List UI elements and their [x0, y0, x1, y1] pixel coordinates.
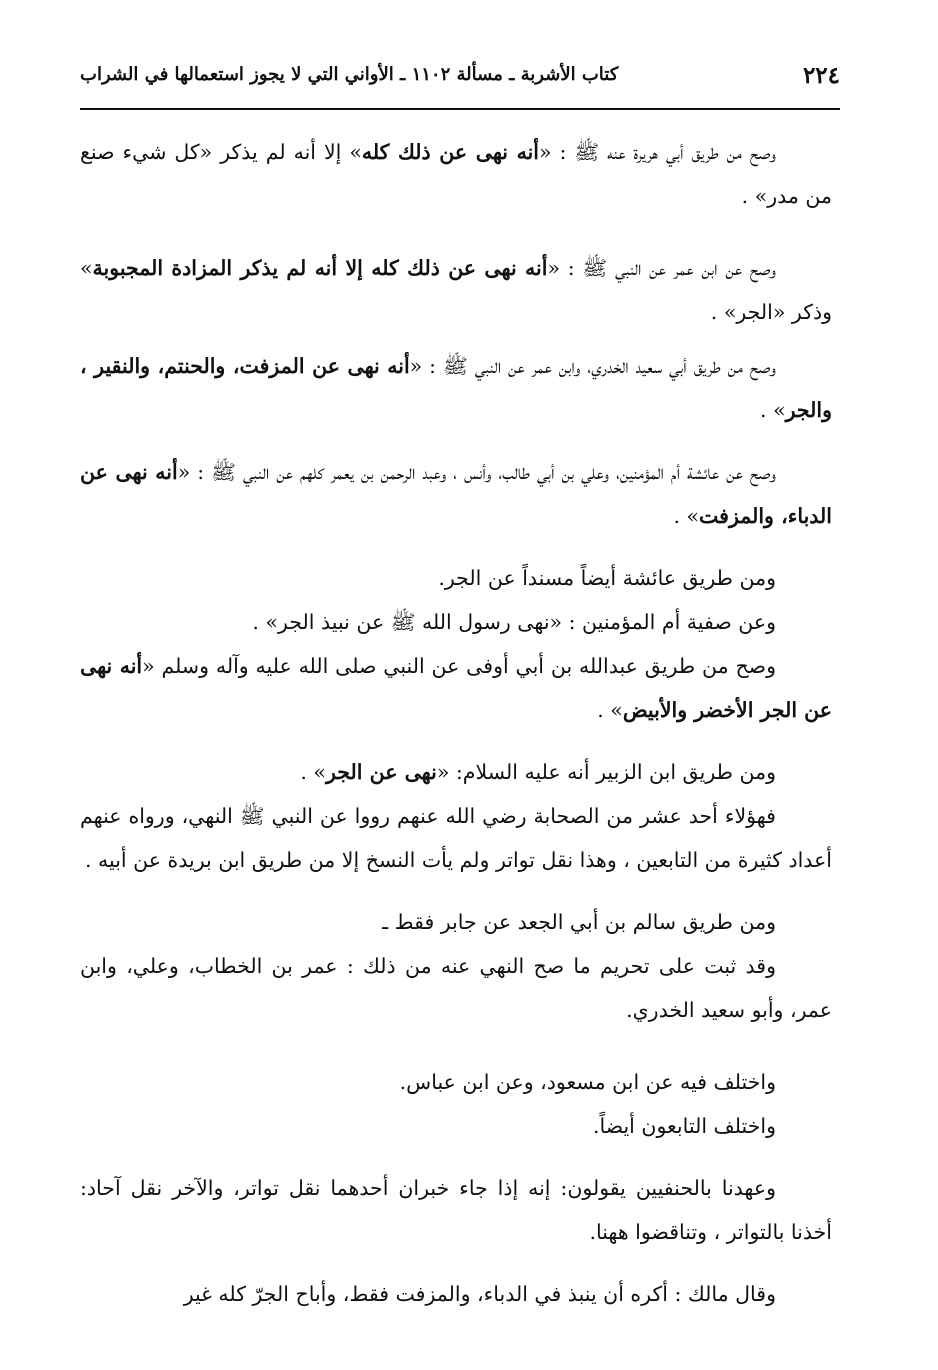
paragraph: وعهدنا بالحنفيين يقولون: إنه إذا جاء خبران أحدهما نقل تواتر، والآخر نقل آحاد: أخذنا بالتواتر ، وتناقضوا ههنا.	[80, 1176, 832, 1244]
page-number: ٢٢٤	[802, 62, 840, 89]
paragraph: وقال مالك : أكره أن ينبذ في الدباء، والمزفت فقط، وأباح الجرّ كله غير	[183, 1282, 776, 1306]
paragraph: وقد ثبت على تحريم ما صح النهي عنه من ذلك : عمر بن الخطاب، وعلي، وابن عمر، وأبو سعيد الخدري.	[80, 954, 832, 1022]
header-rule	[80, 108, 840, 110]
paragraph: وصح من طريق عبدالله بن أبي أوفى عن النبي صلى الله عليه وآله وسلم «أنه نهى عن الجر الأخضر والأبيض» .	[80, 654, 832, 722]
page-header	[80, 58, 840, 98]
page-body	[80, 130, 832, 1316]
paragraph: واختلف التابعون أيضاً.	[592, 1114, 776, 1138]
paragraph: وصح عن ابن عمر عن النبي ﷺ : «أنه نهى عن ذلك كله إلا أنه لم يذكر المزادة المجبوبة» وذكر «الجر» .	[80, 256, 832, 324]
paragraph: ومن طريق عائشة أيضاً مسنداً عن الجر.	[438, 566, 776, 590]
paragraph: ومن طريق ابن الزبير أنه عليه السلام: «نهى عن الجر» .	[300, 760, 776, 784]
running-title: كتاب الأشربة ـ مسألة ١١٠٢ ـ الأواني التي لا يجوز استعمالها في الشراب	[80, 64, 619, 85]
paragraph: وصح من طريق أبي سعيد الخدري، وابن عمر عن النبي ﷺ : «أنه نهى عن المزفت، والحنتم، والنقير ، والجر» .	[80, 354, 832, 422]
paragraph: فهؤلاء أحد عشر من الصحابة رضي الله عنهم رووا عن النبي ﷺ النهي، ورواه عنهم أعداد كثيرة من التابعين ، وهذا نقل تواتر ولم يأت النسخ إلا من طريق ابن بريدة عن أبيه .	[80, 804, 832, 872]
paragraph: وصح من طريق أبي هريرة عنه ﷺ : «أنه نهى عن ذلك كله» إلا أنه لم يذكر «كل شيء صنع من مدر» .	[80, 140, 832, 208]
paragraph: ومن طريق سالم بن أبي الجعد عن جابر فقط ـ	[382, 910, 776, 934]
paragraph: واختلف فيه عن ابن مسعود، وعن ابن عباس.	[399, 1070, 776, 1094]
paragraph: وعن صفية أم المؤمنين : «نهى رسول الله ﷺ عن نبيذ الجر» .	[252, 610, 776, 634]
paragraph: وصح عن عائشة أم المؤمنين، وعلي بن أبي طالب، وأنس ، وعبد الرحمن بن يعمر كلهم عن النبي ﷺ : «أنه نهى عن الدباء، والمزفت» .	[80, 460, 832, 528]
